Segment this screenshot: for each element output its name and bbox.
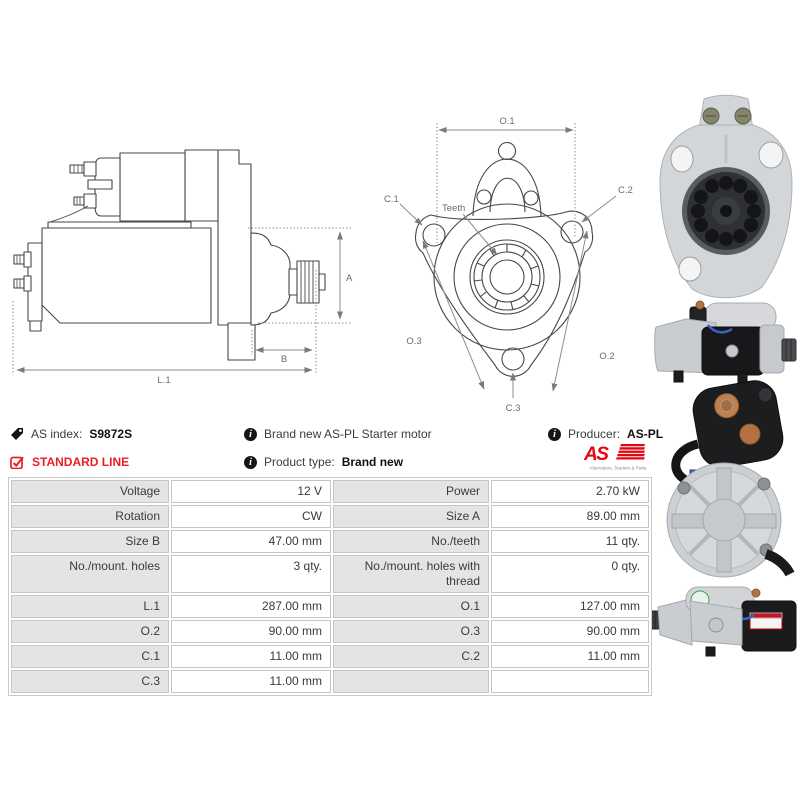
spec-label-cell: O.2 [11, 620, 169, 643]
spec-value-cell: 89.00 mm [491, 505, 649, 528]
starter-side-photo-pinion-left [646, 581, 800, 659]
standard-line [10, 455, 129, 469]
checkbox-checked-icon [10, 455, 25, 469]
spec-value-cell: 47.00 mm [171, 530, 331, 553]
spec-label-cell: L.1 [11, 595, 169, 618]
product-type-value: Brand new [341, 455, 404, 469]
table-row [11, 480, 649, 503]
spec-value-cell: 11.00 mm [171, 670, 331, 693]
table-row [11, 505, 649, 528]
producer-line [548, 427, 663, 441]
mounting-foot [228, 323, 255, 360]
dim-label-o2: O.2 [599, 351, 615, 362]
spec-value-cell: 3 qty. [171, 555, 331, 593]
spec-value-cell: 12 V [171, 480, 331, 503]
spec-value-cell: CW [171, 505, 331, 528]
spec-label-cell: No./teeth [333, 530, 489, 553]
spec-label-cell: Power [333, 480, 489, 503]
solenoid-rear-photo [690, 378, 787, 471]
starter-front-flange-photo [652, 93, 800, 305]
tag-icon [10, 427, 24, 441]
spec-value-cell [491, 670, 649, 693]
spec-value-cell: 287.00 mm [171, 595, 331, 618]
info-icon: i [244, 456, 257, 469]
table-row [11, 670, 649, 693]
table-row [11, 595, 649, 618]
as-index-label: AS index: [31, 427, 83, 441]
as-index-value: S9872S [89, 427, 133, 441]
brand-text: Brand new AS-PL Starter motor [264, 427, 432, 441]
logo-text: AS [584, 444, 608, 465]
product-type-line [244, 455, 403, 469]
front-view-drawing [363, 103, 663, 421]
producer-value: AS-PL [627, 427, 664, 441]
spec-label-cell: C.2 [333, 645, 489, 668]
motor-body [42, 228, 211, 323]
dim-label-o1: O.1 [499, 116, 515, 127]
producer-label: Producer: [568, 427, 621, 441]
info-icon: i [548, 428, 561, 441]
product-type-label: Product type: [264, 455, 335, 469]
as-pl-logo [584, 441, 652, 473]
spec-value-cell: 0 qty. [491, 555, 649, 593]
as-index-line [10, 427, 132, 441]
pinion-gear-photo [682, 167, 770, 255]
spec-label-cell [333, 670, 489, 693]
spec-label-cell: Voltage [11, 480, 169, 503]
logo-stripes [616, 444, 649, 460]
spec-label-cell: O.3 [333, 620, 489, 643]
flange-outline [415, 143, 592, 377]
pinion-teeth [470, 240, 544, 314]
spec-value-cell: 127.00 mm [491, 595, 649, 618]
table-row [11, 555, 649, 593]
dim-label-o3: O.3 [406, 336, 422, 347]
spec-label-cell: Rotation [11, 505, 169, 528]
terminal-lead [50, 206, 88, 222]
dim-label-c3: C.3 [505, 403, 521, 414]
solenoid-body [120, 153, 185, 221]
spec-label-cell: C.3 [11, 670, 169, 693]
starter-rear-solenoid-photo [650, 378, 800, 580]
dim-label-c1: C.1 [384, 194, 399, 205]
standard-line-label: STANDARD LINE [32, 455, 130, 469]
spec-value-cell: 11.00 mm [491, 645, 649, 668]
spec-value-cell: 2.70 kW [491, 480, 649, 503]
pinion-gear [297, 261, 325, 303]
brand-line [244, 427, 432, 441]
table-row [11, 620, 649, 643]
spec-label-cell: O.1 [333, 595, 489, 618]
starter-outline [14, 150, 325, 360]
dim-label-teeth: Teeth [442, 203, 466, 214]
logo-tagline: Alternators, Starters & Parts [589, 465, 647, 471]
spec-label-cell: Size A [333, 505, 489, 528]
spec-label-cell: C.1 [11, 645, 169, 668]
drive-end-housing [251, 233, 290, 325]
dim-label-a: A [346, 273, 353, 284]
info-icon: i [244, 428, 257, 441]
spec-label-cell: Size B [11, 530, 169, 553]
side-view-drawing [8, 133, 356, 395]
spec-value-cell: 11 qty. [491, 530, 649, 553]
mount-hole-c3 [502, 348, 524, 370]
spec-table [8, 477, 652, 696]
rear-cover-photo [667, 463, 790, 577]
dim-label-b: B [280, 354, 288, 365]
starter-side-photo-pinion-right [646, 293, 800, 387]
rear-bracket [218, 150, 251, 325]
spec-label-cell: No./mount. holes [11, 555, 169, 593]
spec-value-cell: 90.00 mm [491, 620, 649, 643]
table-row [11, 645, 649, 668]
spec-value-cell: 11.00 mm [171, 645, 331, 668]
spec-value-cell: 90.00 mm [171, 620, 331, 643]
dim-label-l1: L.1 [157, 375, 171, 386]
dim-label-c2: C.2 [618, 185, 633, 196]
spec-label-cell: No./mount. holes with thread [333, 555, 489, 593]
table-row [11, 530, 649, 553]
mount-hole-c1 [423, 224, 445, 246]
